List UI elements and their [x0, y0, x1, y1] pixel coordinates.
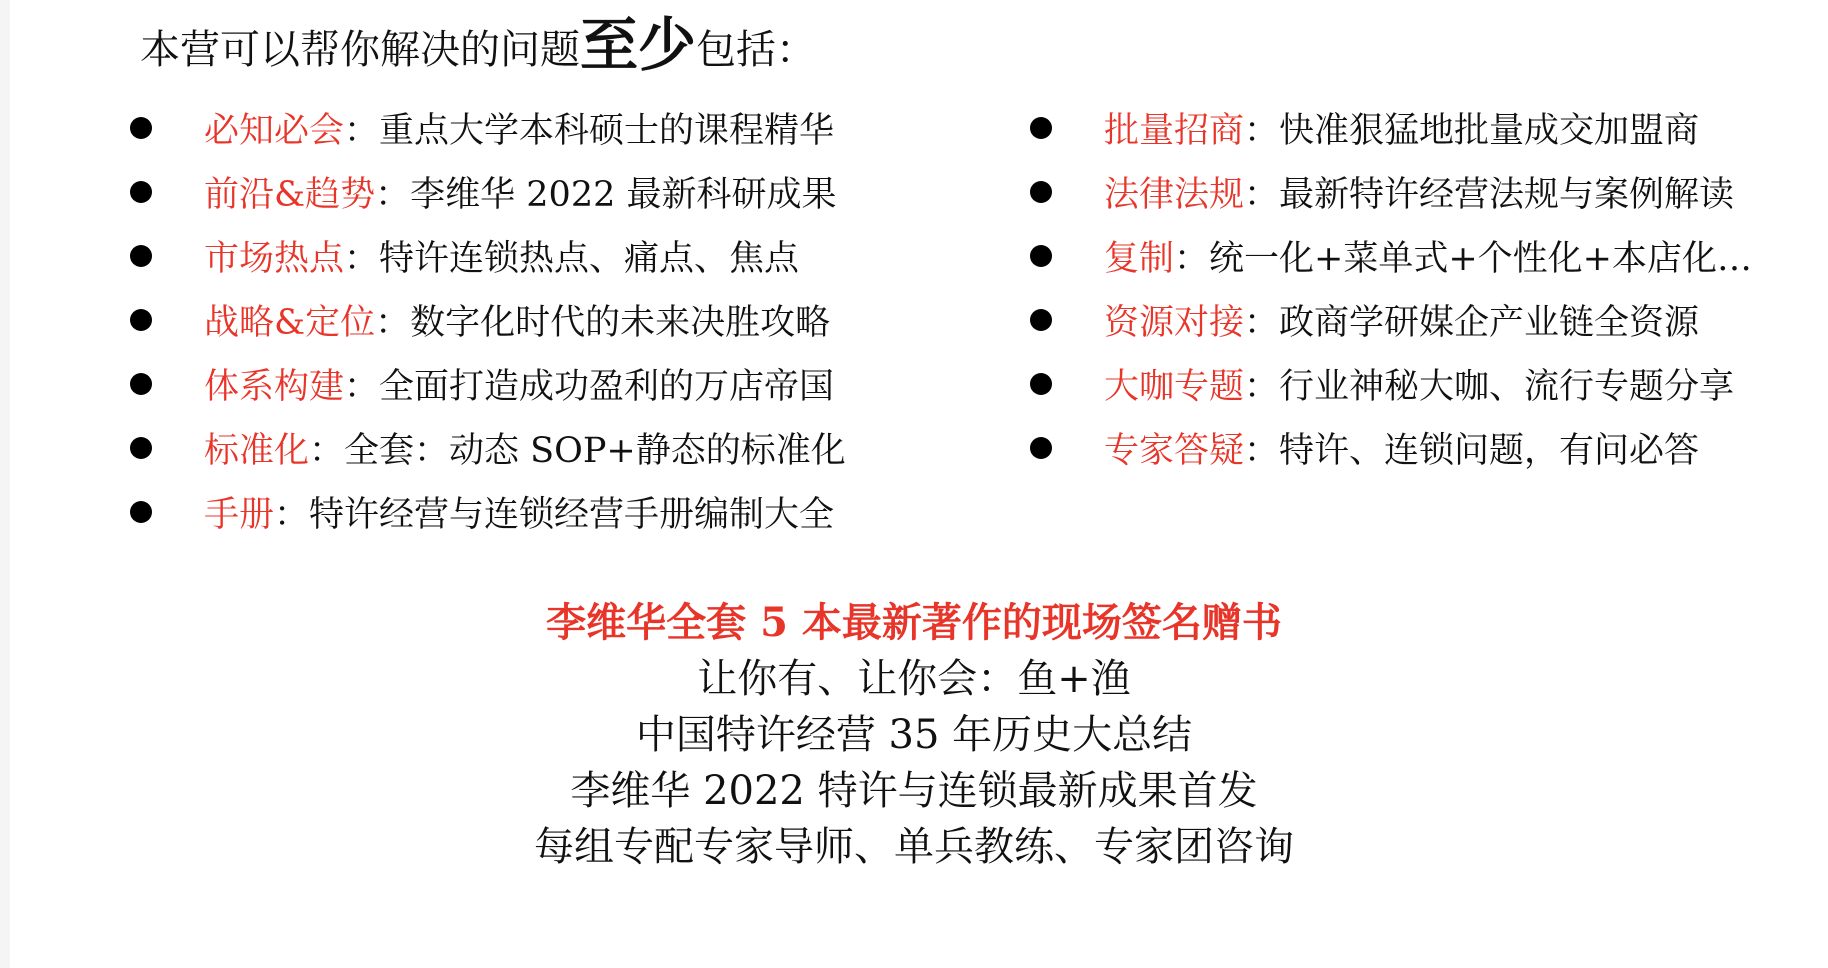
- list-item: [130, 352, 846, 416]
- item-label: 批量招商: [1104, 111, 1245, 151]
- item-text: ：特许经营与连锁经营手册编制大全: [274, 495, 835, 535]
- heading-text: 本营可以帮你解决的问题: [140, 27, 580, 73]
- item-text: ：数字化时代的未来决胜攻略: [375, 303, 831, 343]
- bullet-dot-icon: [130, 245, 152, 267]
- right-bullet-list: [1030, 96, 1752, 480]
- item-text: ：特许连锁热点、痛点、焦点: [344, 239, 800, 279]
- item-text: ：全套：动态 SOP+静态的标准化: [309, 431, 846, 471]
- list-item: [130, 160, 846, 224]
- list-item: [130, 96, 846, 160]
- item-text: ：重点大学本科硕士的课程精华: [344, 111, 835, 151]
- summary-block: [0, 595, 1828, 875]
- bullet-dot-icon: [130, 117, 152, 139]
- summary-line: 李维华 2022 特许与连锁最新成果首发: [570, 768, 1258, 814]
- item-label: 复制: [1104, 239, 1175, 279]
- summary-line: 让你有、让你会：鱼+渔: [697, 656, 1131, 702]
- item-text: ：李维华 2022 最新科研成果: [375, 175, 837, 215]
- item-label: 专家答疑: [1104, 431, 1245, 471]
- bullet-dot-icon: [1030, 181, 1052, 203]
- bullet-dot-icon: [130, 309, 152, 331]
- item-label: 法律法规: [1104, 175, 1245, 215]
- gift-headline: 李维华全套 5 本最新著作的现场签名赠书: [546, 599, 1282, 646]
- item-label: 手册: [204, 495, 275, 535]
- item-label: 前沿&趋势: [204, 175, 376, 215]
- list-item: [130, 288, 846, 352]
- item-label: 必知必会: [204, 111, 345, 151]
- summary-line: 每组专配专家导师、单兵教练、专家团咨询: [534, 824, 1294, 870]
- bullet-dot-icon: [130, 437, 152, 459]
- list-item: [1030, 96, 1752, 160]
- item-text: ：全面打造成功盈利的万店帝国: [344, 367, 835, 407]
- item-label: 标准化: [204, 431, 310, 471]
- bullet-dot-icon: [1030, 245, 1052, 267]
- bullet-dot-icon: [1030, 437, 1052, 459]
- item-label: 大咖专题: [1104, 367, 1245, 407]
- list-item: [1030, 160, 1752, 224]
- heading-emphasis: 至少: [580, 11, 697, 79]
- summary-line: 中国特许经营 35 年历史大总结: [635, 712, 1193, 758]
- list-item: [1030, 224, 1752, 288]
- item-text: ：最新特许经营法规与案例解读: [1244, 175, 1735, 215]
- item-text: ：快准狠猛地批量成交加盟商: [1244, 111, 1700, 151]
- bullet-dot-icon: [1030, 373, 1052, 395]
- item-text: ：政商学研媒企产业链全资源: [1244, 303, 1700, 343]
- item-text: ：行业神秘大咖、流行专题分享: [1244, 367, 1735, 407]
- list-item: [1030, 352, 1752, 416]
- list-item: [130, 224, 846, 288]
- list-item: [130, 416, 846, 480]
- item-label: 资源对接: [1104, 303, 1245, 343]
- bullet-dot-icon: [130, 181, 152, 203]
- list-item: [1030, 288, 1752, 352]
- item-label: 市场热点: [204, 239, 345, 279]
- bullet-dot-icon: [1030, 117, 1052, 139]
- item-text: ：特许、连锁问题，有问必答: [1244, 431, 1700, 471]
- list-item: [130, 480, 846, 544]
- item-label: 体系构建: [204, 367, 345, 407]
- page-heading: [140, 10, 816, 85]
- bullet-dot-icon: [130, 373, 152, 395]
- item-text: ：统一化+菜单式+个性化+本店化…: [1174, 239, 1752, 279]
- heading-suffix: 包括：: [696, 27, 817, 73]
- item-label: 战略&定位: [204, 303, 376, 343]
- list-item: [1030, 416, 1752, 480]
- left-bullet-list: [130, 96, 846, 544]
- bullet-dot-icon: [1030, 309, 1052, 331]
- bullet-dot-icon: [130, 501, 152, 523]
